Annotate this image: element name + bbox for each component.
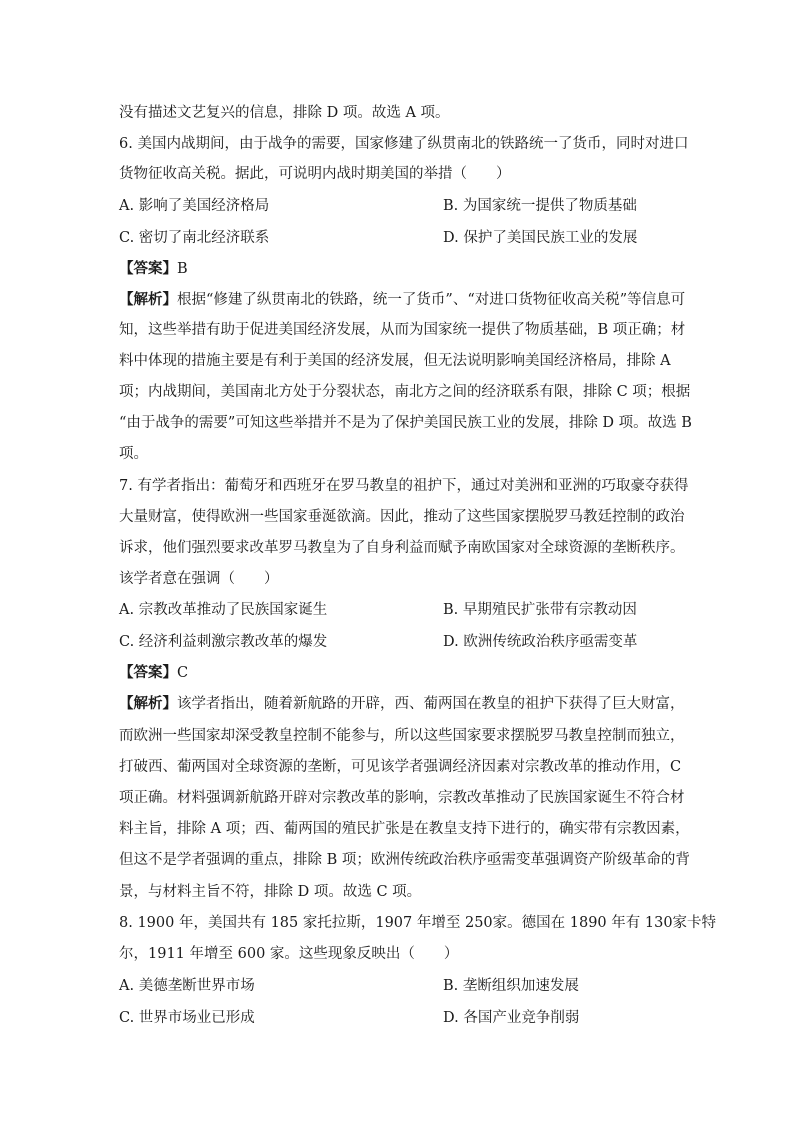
q6-stem-line: 6. 美国内战期间，由于战争的需要，国家修建了纵贯南北的铁路统一了货币，同时对进口 <box>119 136 689 152</box>
analysis-text: 该学者指出，随着新航路的开辟，西、葡两国在教皇的祖护下获得了巨大财富， <box>177 696 685 712</box>
q8-option-b: B. 垄断组织加速发展 <box>443 978 579 994</box>
q7-option-c: C. 经济利益刺激宗教改革的爆发 <box>119 634 328 650</box>
text-line-top: 没有描述文艺复兴的信息，排除 D 项。故选 A 项。 <box>119 105 450 121</box>
q6-analysis-line: 项。 <box>119 446 148 462</box>
q7-analysis-line: 而欧洲一些国家却深受教皇控制不能参与，所以这些国家要求摆脱罗马教皇控制而独立， <box>119 728 685 744</box>
q8-option-d: D. 各国产业竞争削弱 <box>443 1010 580 1026</box>
q7-analysis-line: 项正确。材料强调新航路开辟对宗教改革的影响，宗教改革推动了民族国家诞生不符合材 <box>119 790 685 806</box>
q7-analysis-line: 景，与材料主旨不符，排除 D 项。故选 C 项。 <box>119 884 422 900</box>
q7-stem-line: 该学者意在强调（ ） <box>119 571 279 587</box>
analysis-tag: 【解析】 <box>119 291 177 308</box>
q6-stem-line: 货物征收高关税。据此，可说明内战时期美国的举措（ ） <box>119 166 511 182</box>
q6-analysis-line: 知，这些举措有助于促进美国经济发展，从而为国家统一提供了物质基础，B 项正确；材 <box>119 322 686 338</box>
q7-option-b: B. 早期殖民扩张带有宗教动因 <box>443 602 637 618</box>
q8-option-a: A. 美德垄断世界市场 <box>119 978 255 994</box>
answer-value: C <box>177 665 189 681</box>
q6-analysis-line: 料中体现的措施主要是有利于美国的经济发展，但无法说明影响美国经济格局，排除 A <box>119 353 671 369</box>
q6-answer <box>119 259 679 279</box>
q7-analysis-line: 打破西、葡两国对全球资源的垄断，可见该学者强调经济因素对宗教改革的推动作用，C <box>119 759 682 775</box>
q6-analysis-line <box>119 290 686 310</box>
q6-option-a: A. 影响了美国经济格局 <box>119 198 270 214</box>
analysis-tag: 【解析】 <box>119 695 177 712</box>
q7-stem-line: 7. 有学者指出：葡萄牙和西班牙在罗马教皇的祖护下，通过对美洲和亚洲的巧取豪夺获得 <box>119 478 689 494</box>
answer-tag: 【答案】 <box>119 664 177 681</box>
answer-value: B <box>177 261 188 277</box>
q7-stem-line: 诉求，他们强烈要求改革罗马教皇为了自身利益而赋予南欧国家对全球资源的垄断秩序。 <box>119 540 685 556</box>
q6-option-d: D. 保护了美国民族工业的发展 <box>443 230 638 246</box>
q7-analysis-line: 料主旨，排除 A 项；西、葡两国的殖民扩张是在教皇支持下进行的，确实带有宗教因素， <box>119 821 690 837</box>
q8-stem-line: 8. 1900 年，美国共有 185 家托拉斯，1907 年增至 250家。德国在 1890 年有 130家卡特 <box>119 915 717 931</box>
answer-tag: 【答案】 <box>119 260 177 277</box>
q7-analysis-line: 但这不是学者强调的重点，排除 B 项；欧洲传统政治秩序亟需变革强调资产阶级革命的背 <box>119 852 690 868</box>
q6-analysis-line: 项；内战期间，美国南北方处于分裂状态，南北方之间的经济联系有限，排除 C 项；根据 <box>119 384 691 400</box>
q7-answer <box>119 663 679 683</box>
q7-option-d: D. 欧洲传统政治秩序亟需变革 <box>443 634 638 650</box>
q8-stem-line: 尔，1911 年增至 600 家。这些现象反映出（ ） <box>119 946 459 962</box>
q6-analysis-line: “由于战争的需要”可知这些举措并不是为了保护美国民族工业的发展，排除 D 项。故选 B <box>119 415 692 431</box>
analysis-text: 根据“修建了纵贯南北的铁路，统一了货币”、“对进口货物征收高关税”等信息可 <box>177 292 686 308</box>
q7-analysis-line <box>119 694 685 714</box>
q6-option-b: B. 为国家统一提供了物质基础 <box>443 198 637 214</box>
q6-option-c: C. 密切了南北经济联系 <box>119 230 270 246</box>
q8-option-c: C. 世界市场业已形成 <box>119 1010 255 1026</box>
q7-stem-line: 大量财富，使得欧洲一些国家垂涎欲滴。因此，推动了这些国家摆脱罗马教廷控制的政治 <box>119 509 685 525</box>
q7-option-a: A. 宗教改革推动了民族国家诞生 <box>119 602 328 618</box>
